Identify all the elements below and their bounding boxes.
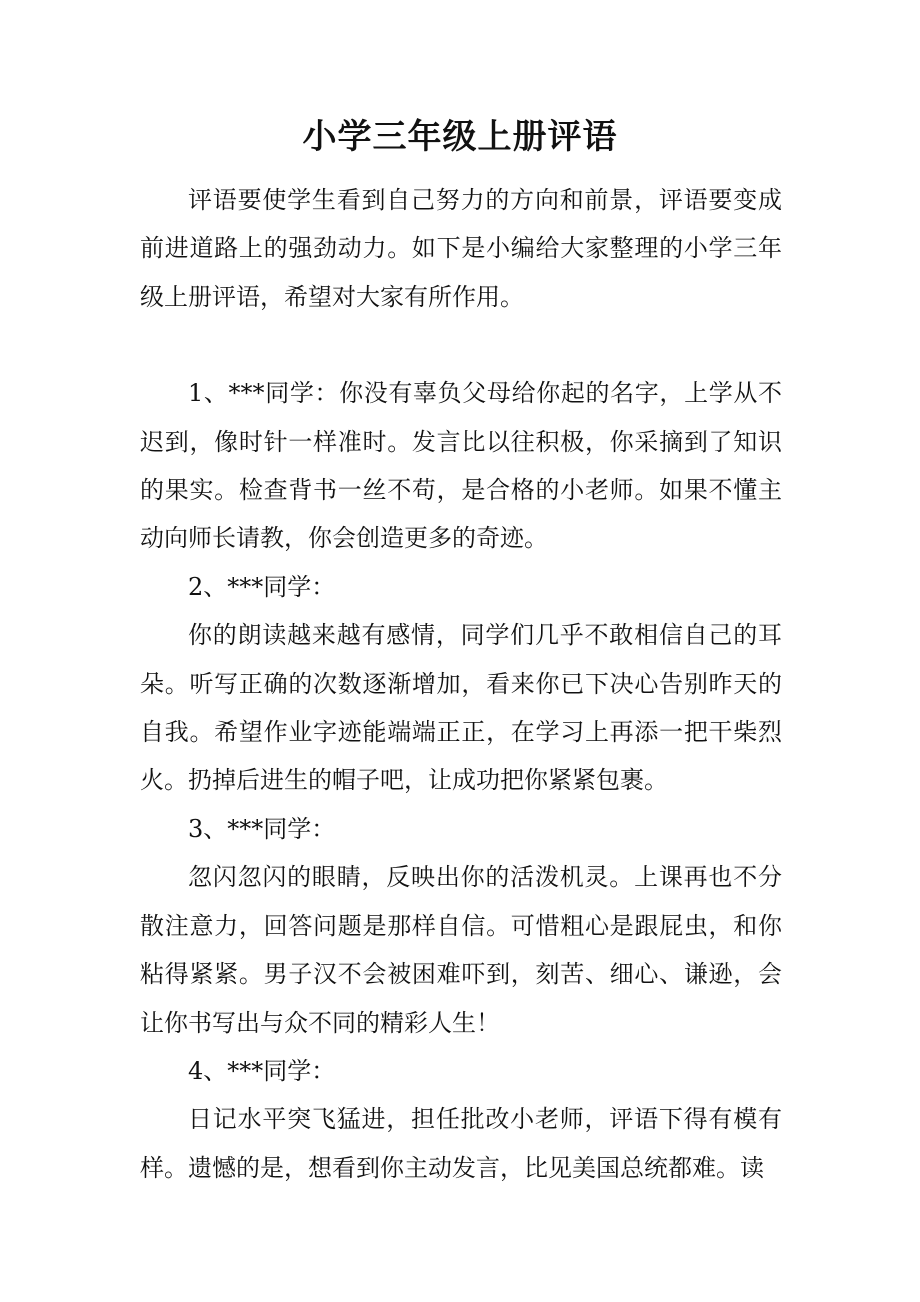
paragraph-spacer xyxy=(140,321,782,369)
comment-paragraph-4: 日记水平突飞猛进，担任批改小老师，评语下得有模有样。遗憾的是，想看到你主动发言，比见美国总统都难。读 xyxy=(140,1105,782,1182)
document-title: 小学三年级上册评语 xyxy=(302,117,618,157)
comment-heading-2: 2、***同学： xyxy=(188,572,336,601)
document-body xyxy=(140,176,782,1192)
comment-heading-3: 3、***同学： xyxy=(188,814,336,843)
comment-paragraph-3: 忽闪忽闪的眼睛，反映出你的活泼机灵。上课再也不分散注意力，回答问题是那样自信。可惜粗心是跟屁虫，和你粘得紧紧。男子汉不会被困难吓到，刻苦、细心、谦逊，会让你书写出与众不同的精彩人生！ xyxy=(140,863,782,1037)
intro-paragraph: 评语要使学生看到自己努力的方向和前景，评语要变成前进道路上的强劲动力。如下是小编给大家整理的小学三年级上册评语，希望对大家有所作用。 xyxy=(140,186,782,311)
comment-paragraph-1: 1、***同学：你没有辜负父母给你起的名字，上学从不迟到，像时针一样准时。发言比以往积极，你采摘到了知识的果实。检查背书一丝不苟，是合格的小老师。如果不懂主动向师长请教，你会创造更多的奇迹。 xyxy=(140,379,782,553)
comment-paragraph-2: 你的朗读越来越有感情，同学们几乎不敢相信自己的耳朵。听写正确的次数逐渐增加，看来你已下决心告别昨天的自我。希望作业字迹能端端正正，在学习上再添一把干柴烈火。扔掉后进生的帽子吧，让成功把你紧紧包裹。 xyxy=(140,621,782,795)
comment-heading-4: 4、***同学： xyxy=(188,1056,336,1085)
